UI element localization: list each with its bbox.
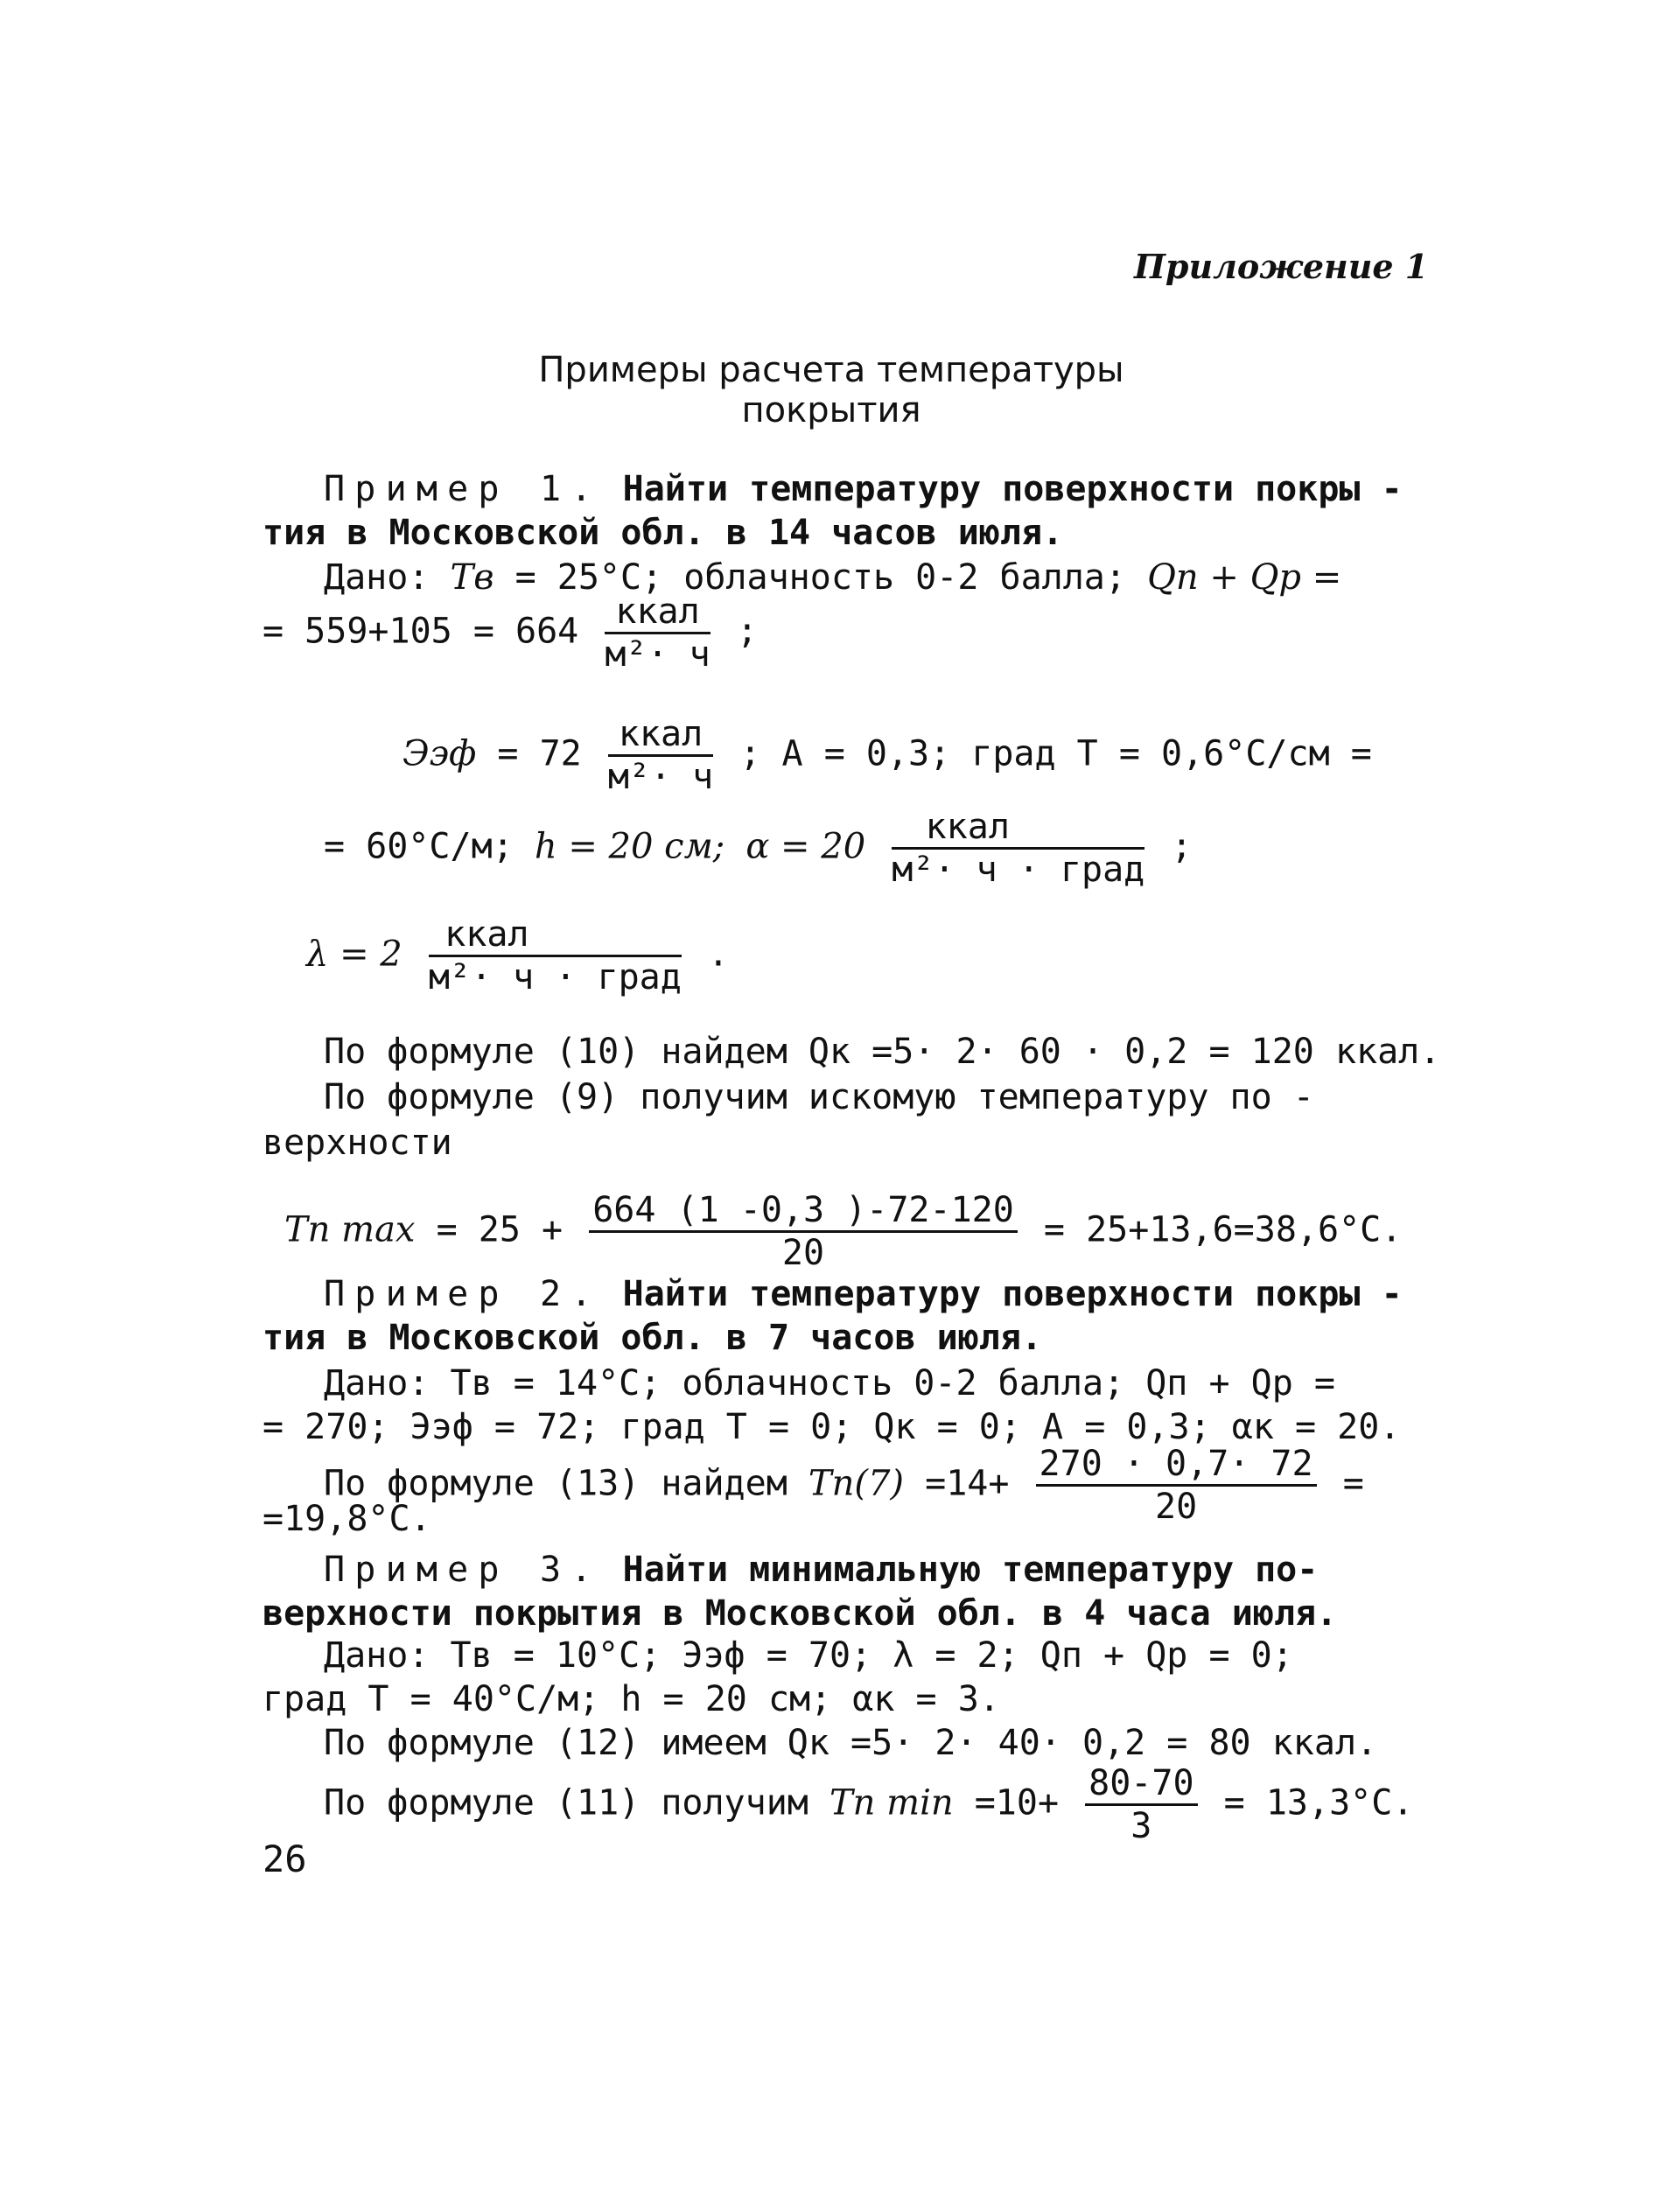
example1-label: Пример 1. <box>324 469 602 509</box>
example2-given-line2: = 270; Ээф = 72; град T = 0; Qк = 0; A = 0,3; αк = 20. <box>262 1407 1401 1447</box>
example1-lambda-line: λ = 2 $\frac{\text{ккал}}{\text{м²· ч · град}}$ . <box>306 914 730 998</box>
example3-label: Пример 3. <box>324 1550 602 1590</box>
example1-formula9-line2: верхности <box>262 1123 452 1163</box>
example1-given-line1: Дано: Tв = 25°С; облачность 0-2 балла; Qп + Qр = <box>324 557 1342 598</box>
example2-given-line1: Дано: Tв = 14°С; облачность 0-2 балла; Qп + Qр = <box>324 1363 1335 1404</box>
example1-task-line2: тия в Московской обл. в 14 часов июля. <box>262 513 1064 553</box>
tmin-fraction: $\frac{80-70}{3}$ <box>1085 1763 1197 1846</box>
example2-task-line2: тия в Московской обл. в 7 часов июля. <box>262 1318 1043 1358</box>
example3-given-line1: Дано: Tв = 10°С; Ээф = 70; λ = 2; Qп + Qр = 0; <box>324 1635 1293 1676</box>
example3-formula-line: По формуле (11) получим Tп min =10+ $\frac{80-70}{3}$ = 13,3°С. <box>324 1763 1414 1846</box>
unit-fraction-3: $\frac{\text{ккал}}{\text{м²· ч · град}}$ <box>428 914 682 998</box>
example1-qk-line: По формуле (10) найдем Qк =5· 2· 60 · 0,2 = 120 ккал. <box>324 1032 1441 1072</box>
appendix-label: Приложение 1 <box>1134 247 1429 286</box>
example2-formula-line: По формуле (13) найдем Tп(7) =14+ $\frac{270 \cdot 0,7\cdot 72}{20}$ = <box>324 1444 1364 1527</box>
example3-qk-line: По формуле (12) имеем Qк =5· 2· 40· 0,2 = 80 ккал. <box>324 1723 1378 1763</box>
tmax-fraction: $\frac{664 (1 -0,3 )-72-120}{20}$ <box>589 1190 1018 1273</box>
example3-given-line2: град T = 40°С/м; h = 20 см; αк = 3. <box>262 1679 1000 1719</box>
unit-fraction: $\frac{\text{ккал}}{\text{м²· ч}}$ <box>605 592 710 675</box>
example1-grad-line: = 60°С/м; h = 20 см; α = 20 $\frac{\text{ккал}}{\text{м²· ч · град}}$ ; <box>324 807 1193 890</box>
unit-fraction: $\frac{\text{ккал}}{\text{м²· ч}}$ <box>607 714 714 797</box>
page-title: Примеры расчета температуры покрытия <box>538 350 1124 430</box>
example3-task-line2: верхности покрытия в Московской обл. в 4 часа июля. <box>262 1593 1338 1634</box>
example1-tmax-formula: Tп max = 25 + $\frac{664 (1 -0,3 )-72-120}{20}$ = 25+13,6=38,6°С. <box>284 1190 1403 1273</box>
example1-eef-line: Ээф = 72 $\frac{\text{ккал}}{\text{м²· ч}}$ ; A = 0,3; град T = 0,6°С/см = <box>402 714 1372 797</box>
example2-label: Пример 2. <box>324 1274 602 1314</box>
example2-task-line1: Пример 2. Найти температуру поверхности покры - <box>324 1274 1403 1314</box>
example2-result: =19,8°С. <box>262 1499 431 1539</box>
example1-given-line2: = 559+105 = 664 $\frac{\text{ккал}}{\text{м²· ч}}$ ; <box>262 592 758 675</box>
example1-formula9-line1: По формуле (9) получим искомую температуру по - <box>324 1077 1314 1117</box>
example1-task-line1: Пример 1. Найти температуру поверхности покры - <box>324 469 1403 509</box>
example3-task-line1: Пример 3. Найти минимальную температуру по- <box>324 1550 1319 1590</box>
t7-fraction: $\frac{270 \cdot 0,7\cdot 72}{20}$ <box>1036 1444 1317 1527</box>
page-number: 26 <box>262 1838 307 1880</box>
unit-fraction-2: $\frac{\text{ккал}}{\text{м²· ч · град}}$ <box>892 807 1145 890</box>
